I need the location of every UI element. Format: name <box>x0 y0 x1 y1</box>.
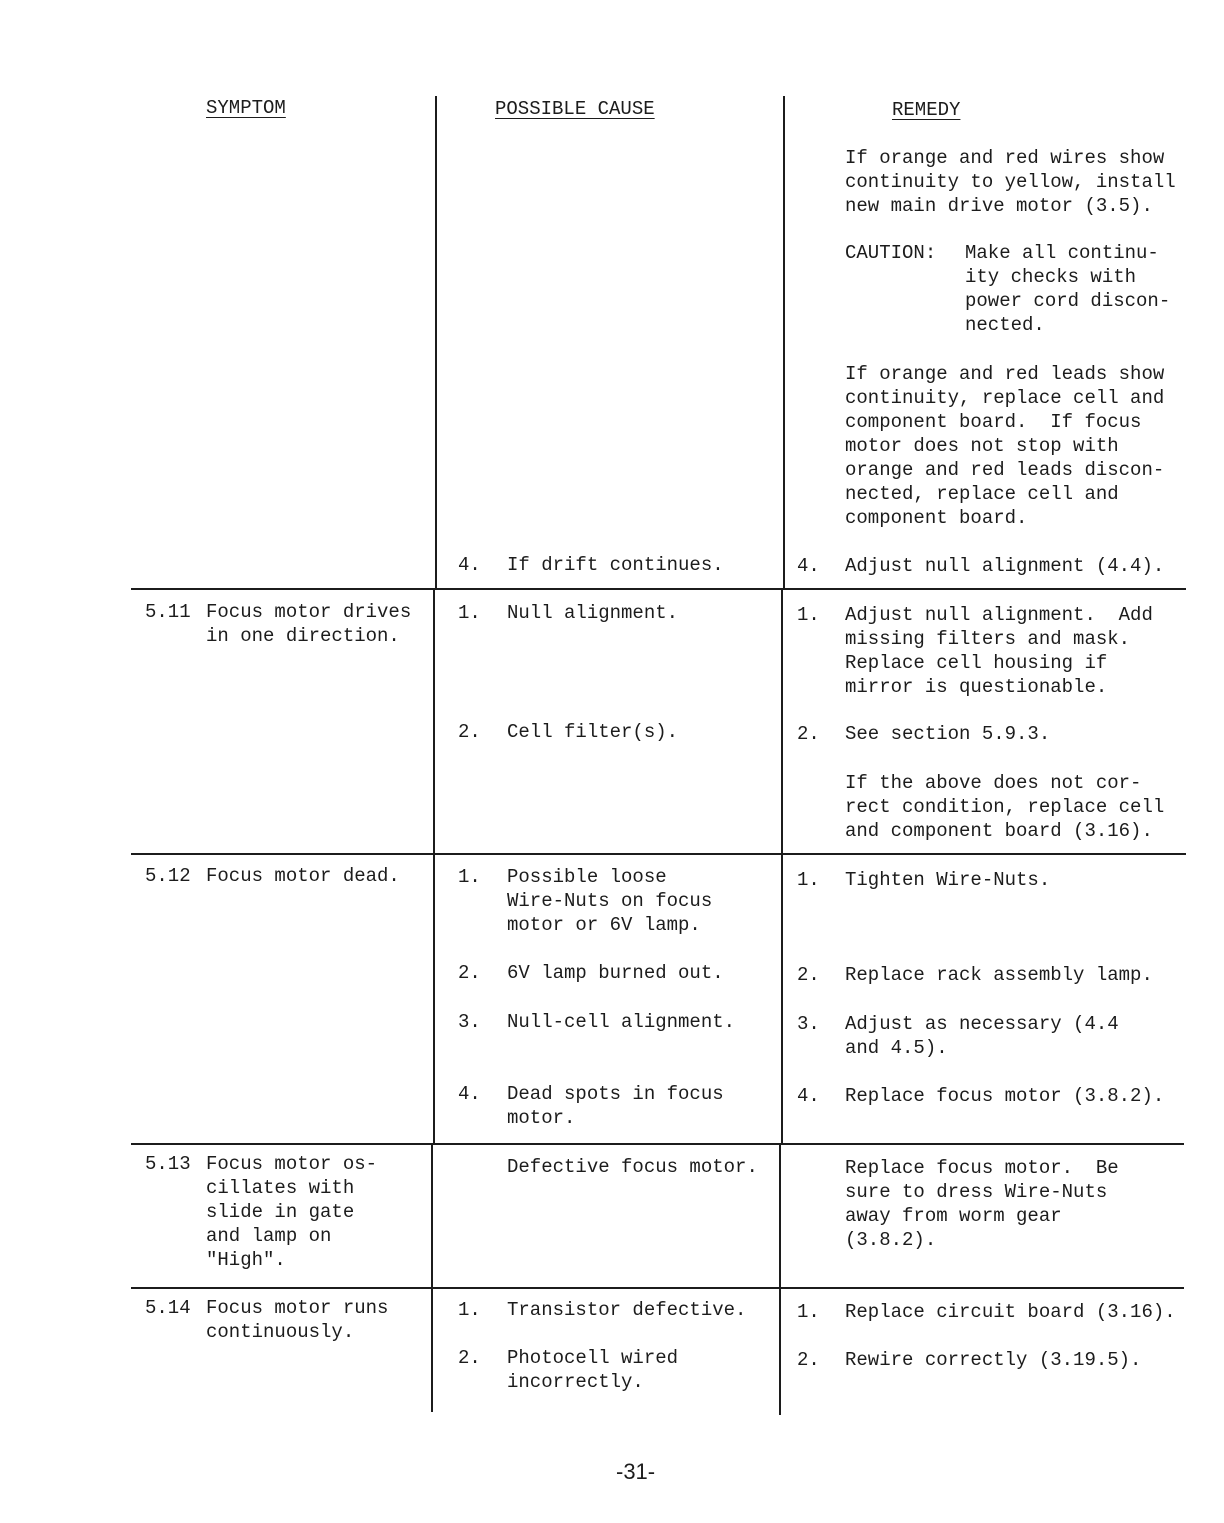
cause-text: Possible loose Wire-Nuts on focus motor or 6V lamp. <box>507 866 713 936</box>
cause-text: If drift continues. <box>507 554 724 576</box>
cause-text: Dead spots in focus motor. <box>507 1083 724 1129</box>
remedy-text: Rewire correctly (3.19.5). <box>845 1349 1142 1371</box>
symptom-text: Focus motor runs continuously. <box>206 1297 389 1343</box>
remedy-text: Replace rack assembly lamp. <box>845 964 1153 986</box>
symptom-text: Focus motor drives in one direction. <box>206 601 412 647</box>
symptom-number: 5.13 <box>145 1153 191 1175</box>
remedy-paragraph: If orange and red wires show continuity to yellow, install new main drive motor (3.5). <box>845 147 1176 217</box>
remedy-number: 1. <box>797 1301 820 1323</box>
remedy-text: Replace focus motor (3.8.2). <box>845 1085 1165 1107</box>
remedy-number: 1. <box>797 869 820 891</box>
column-divider-left <box>435 96 437 590</box>
column-divider-right <box>781 590 783 1145</box>
cause-text: Transistor defective. <box>507 1299 747 1321</box>
remedy-text: Adjust null alignment (4.4). <box>845 555 1165 577</box>
cause-text: 6V lamp burned out. <box>507 962 724 984</box>
symptom-number: 5.12 <box>145 865 191 887</box>
remedy-note: If the above does not cor- rect condition, replace cell and component board (3.16). <box>845 772 1165 842</box>
row-divider <box>131 1287 1184 1289</box>
cause-number: 2. <box>458 721 481 743</box>
cause-text: Cell filter(s). <box>507 721 679 743</box>
remedy-number: 4. <box>797 555 820 577</box>
header-symptom: SYMPTOM <box>206 97 286 119</box>
remedy-text: See section 5.9.3. <box>845 723 1051 745</box>
cause-text: Null alignment. <box>507 602 679 624</box>
remedy-number: 1. <box>797 604 820 626</box>
row-divider <box>131 1143 1184 1145</box>
row-divider <box>131 588 1186 590</box>
remedy-number: 2. <box>797 1349 820 1371</box>
cause-text: Defective focus motor. <box>507 1156 758 1178</box>
row-divider <box>131 853 1186 855</box>
remedy-text: Adjust as necessary (4.4 and 4.5). <box>845 1013 1119 1059</box>
header-possible-cause: POSSIBLE CAUSE <box>495 98 655 120</box>
symptom-text: Focus motor dead. <box>206 865 400 887</box>
caution-text: Make all continu- ity checks with power cord discon- nected. <box>965 242 1171 336</box>
cause-number: 1. <box>458 866 481 888</box>
remedy-number: 3. <box>797 1013 820 1035</box>
cause-number: 2. <box>458 962 481 984</box>
remedy-number: 2. <box>797 723 820 745</box>
remedy-paragraph: If orange and red leads show continuity, replace cell and component board. If focus motor does not stop with orange and red leads discon- nected, replace cell and component board. <box>845 363 1165 529</box>
cause-number: 1. <box>458 1299 481 1321</box>
cause-number: 4. <box>458 554 481 576</box>
symptom-number: 5.11 <box>145 601 191 623</box>
remedy-number: 2. <box>797 964 820 986</box>
column-divider-right <box>783 96 785 590</box>
symptom-number: 5.14 <box>145 1297 191 1319</box>
remedy-text: Replace focus motor. Be sure to dress Wire-Nuts away from worm gear (3.8.2). <box>845 1157 1119 1251</box>
remedy-number: 4. <box>797 1085 820 1107</box>
cause-number: 3. <box>458 1011 481 1033</box>
remedy-text: Adjust null alignment. Add missing filters and mask. Replace cell housing if mirror is questionable. <box>845 604 1153 698</box>
cause-text: Photocell wired incorrectly. <box>507 1347 679 1393</box>
remedy-text: Replace circuit board (3.16). <box>845 1301 1176 1323</box>
column-divider-right <box>779 1145 781 1415</box>
page-number: -31- <box>616 1459 656 1484</box>
cause-number: 1. <box>458 602 481 624</box>
cause-text: Null-cell alignment. <box>507 1011 736 1033</box>
caution-label: CAUTION: <box>845 242 937 264</box>
cause-number: 2. <box>458 1347 481 1369</box>
header-remedy: REMEDY <box>892 99 961 121</box>
cause-number: 4. <box>458 1083 481 1105</box>
symptom-text: Focus motor os- cillates with slide in gate and lamp on "High". <box>206 1153 378 1271</box>
column-divider-left <box>431 1145 433 1412</box>
remedy-text: Tighten Wire-Nuts. <box>845 869 1051 891</box>
column-divider-left <box>433 590 435 1145</box>
